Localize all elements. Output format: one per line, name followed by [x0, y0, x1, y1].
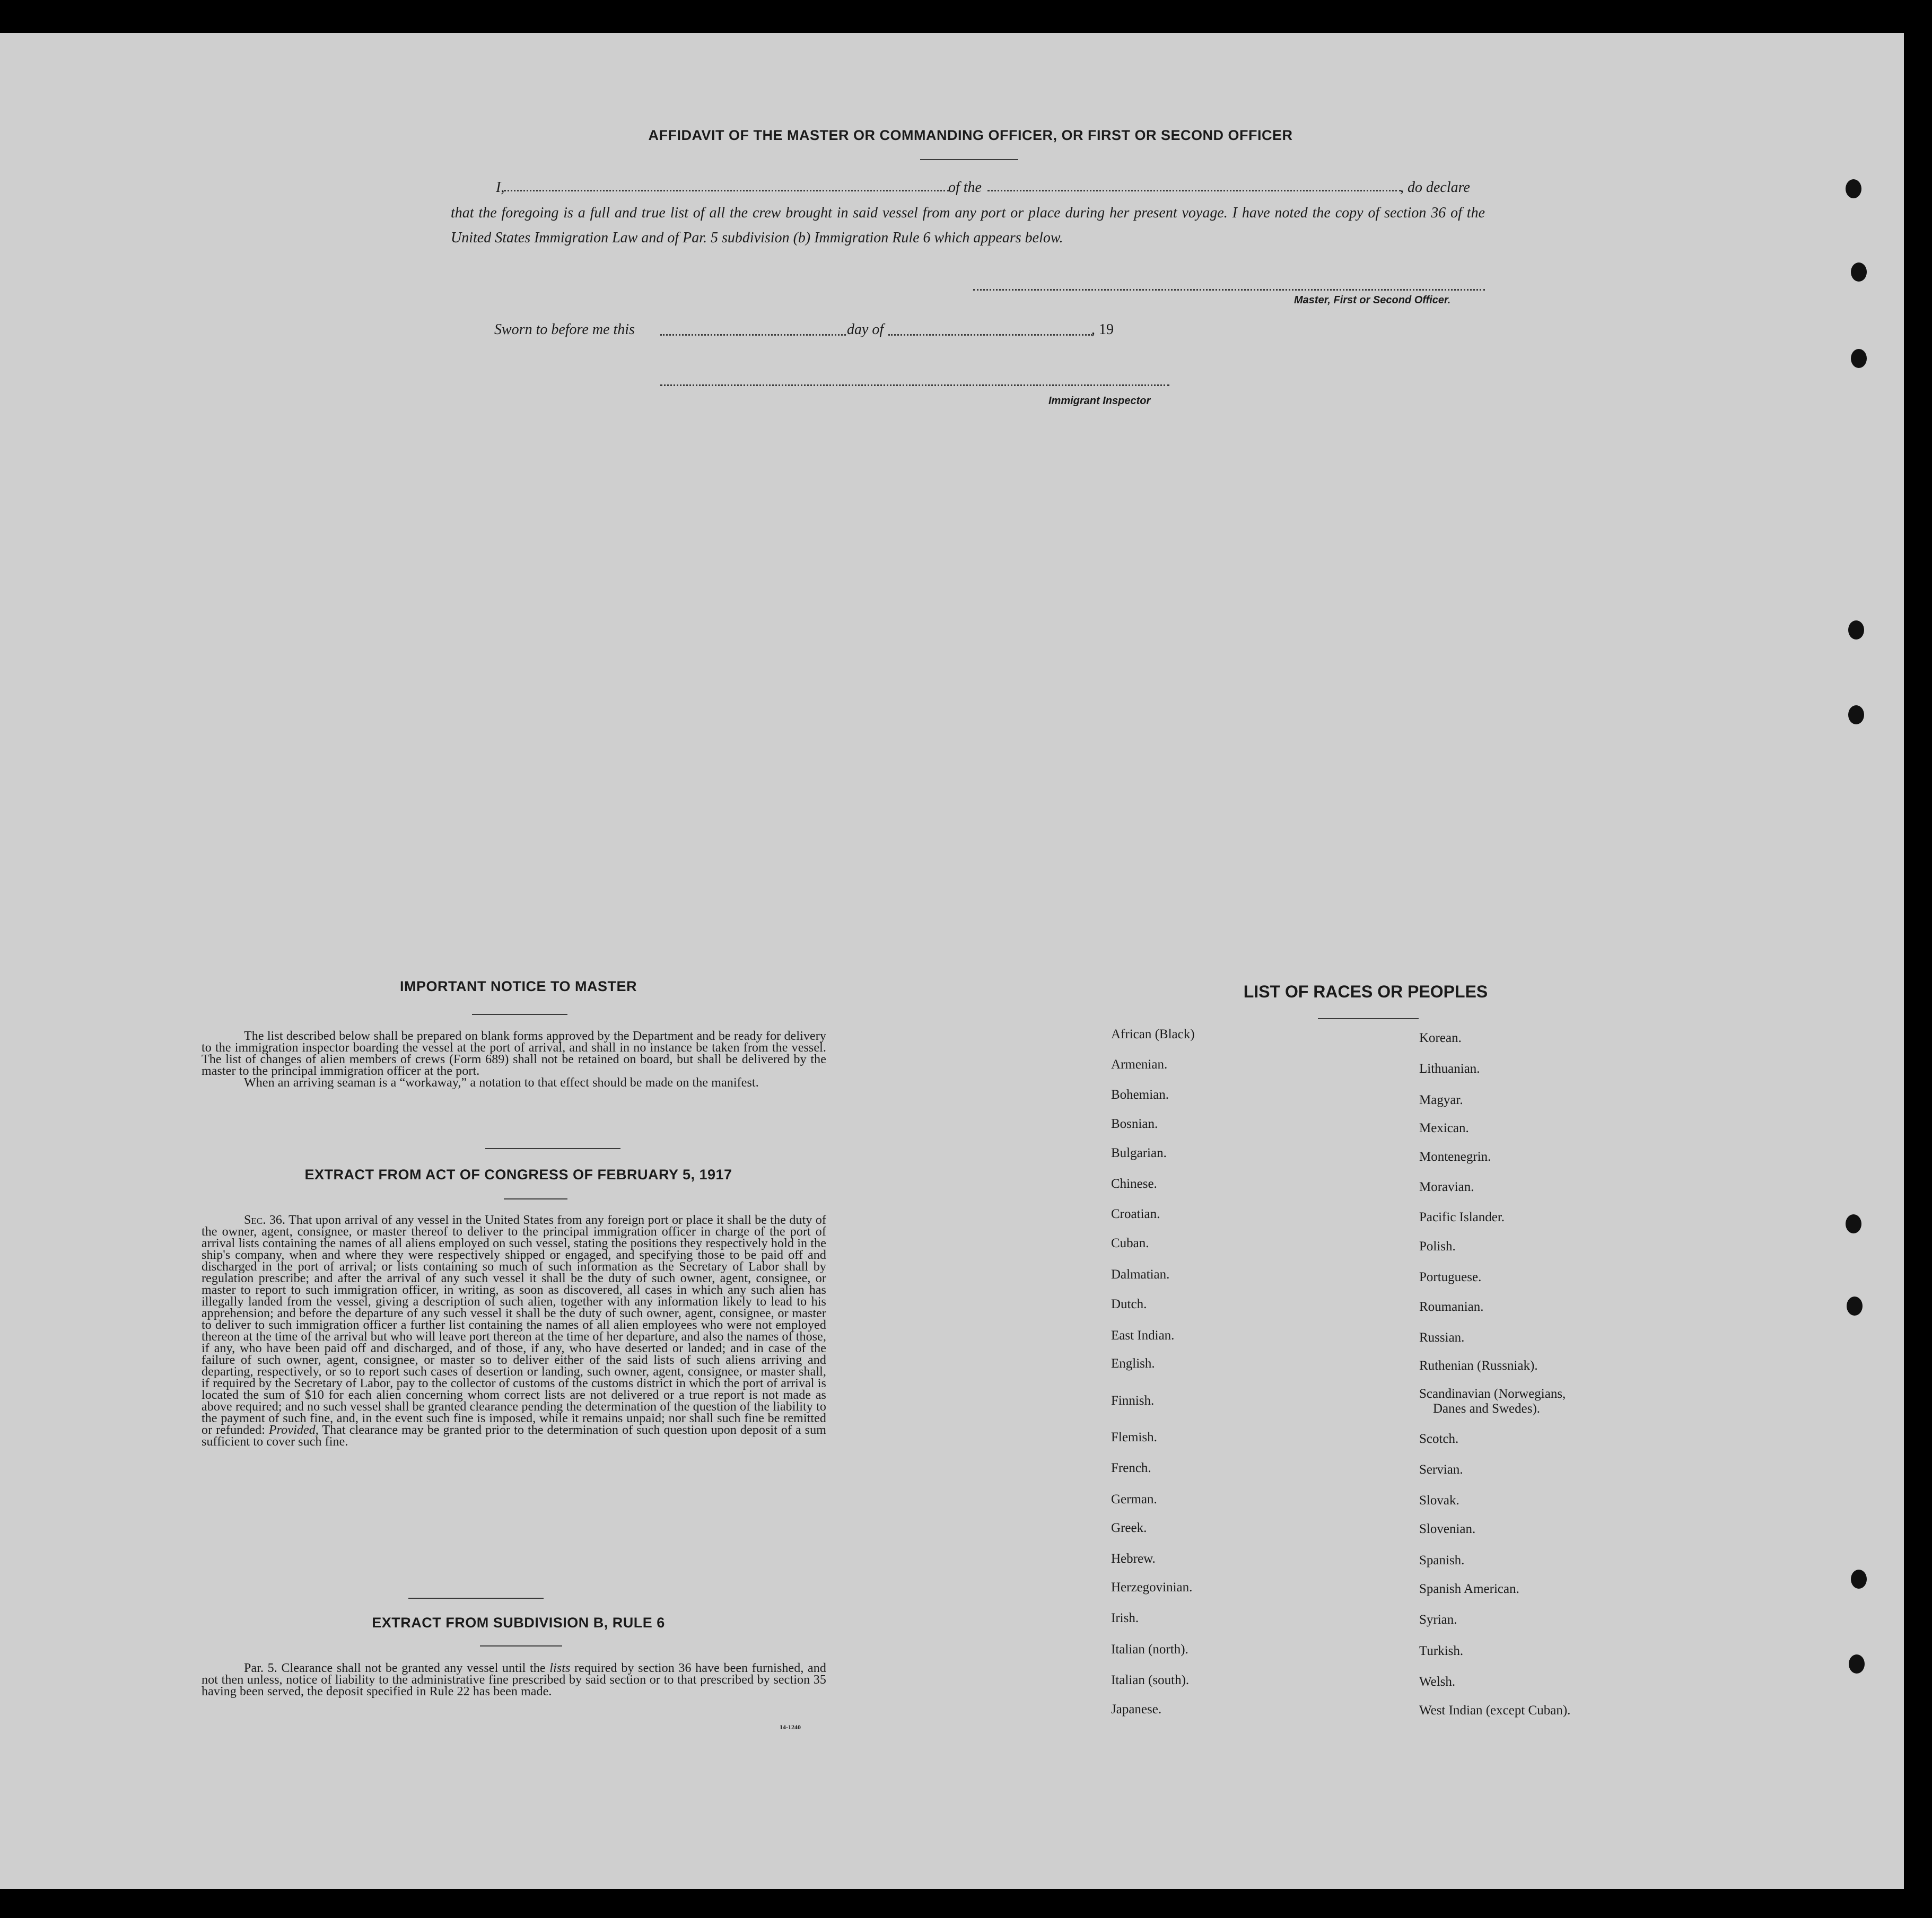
race-item: Welsh.	[1419, 1675, 1456, 1689]
race-item: African (Black)	[1111, 1027, 1195, 1041]
officer-signature-field[interactable]	[973, 289, 1485, 291]
race-item: Scotch.	[1419, 1432, 1459, 1446]
section-36-proviso: That clearance may be granted prior to the determination of such question upon deposit of a sum sufficient to cover such fine.	[202, 1423, 826, 1449]
race-item: Scandinavian (Norwegians,	[1419, 1387, 1566, 1401]
race-item: Lithuanian.	[1419, 1062, 1480, 1076]
race-item: East Indian.	[1111, 1328, 1175, 1343]
declarant-label: I,	[496, 179, 505, 196]
sworn-label: Sworn to before me this	[494, 321, 635, 338]
race-item: English.	[1111, 1356, 1155, 1371]
declarant-field[interactable]	[504, 190, 949, 191]
race-item: Italian (north).	[1111, 1642, 1188, 1657]
race-item: Spanish.	[1419, 1553, 1465, 1567]
race-item: West Indian (except Cuban).	[1419, 1703, 1571, 1718]
race-item: Japanese.	[1111, 1702, 1162, 1716]
sworn-day-field[interactable]	[660, 334, 846, 336]
race-item: Roumanian.	[1419, 1300, 1484, 1314]
extract-act-title: EXTRACT FROM ACT OF CONGRESS OF FEBRUARY 5, 1917	[304, 1167, 732, 1183]
race-item: Pacific Islander.	[1419, 1210, 1505, 1224]
day-of-label: day of	[847, 321, 884, 338]
binder-hole	[1851, 349, 1867, 368]
provided-keyword: Provided,	[268, 1423, 319, 1437]
race-item: Korean.	[1419, 1031, 1462, 1045]
affidavit-statement: that the foregoing is a full and true list of all the crew brought in said vessel from any port or place during her present voyage. I have noted the copy of section 36 of the United States Immigration Law and of Par. 5 subdivision (b) Immigration Rule 6 which appears below.	[451, 205, 1485, 246]
binder-hole	[1846, 1214, 1861, 1233]
extract-act-rule	[504, 1198, 567, 1199]
race-item: Bulgarian.	[1111, 1146, 1167, 1160]
divider	[485, 1148, 620, 1149]
extract-rule-title: EXTRACT FROM SUBDIVISION B, RULE 6	[372, 1615, 665, 1631]
race-item: Syrian.	[1419, 1613, 1457, 1627]
divider	[408, 1598, 544, 1599]
race-item: Ruthenian (Russniak).	[1419, 1359, 1538, 1373]
race-item: Bosnian.	[1111, 1117, 1158, 1131]
binder-hole	[1848, 705, 1864, 724]
lists-keyword: lists	[549, 1661, 571, 1675]
declare-label: , do declare	[1400, 179, 1470, 196]
extract-rule-rule	[480, 1645, 562, 1646]
race-item: Greek.	[1111, 1521, 1147, 1535]
race-item: Magyar.	[1419, 1093, 1463, 1107]
vessel-label: of the	[948, 179, 982, 196]
notice-paragraph-2: When an arriving seaman is a “workaway,” a notation to that effect should be made on the manifest.	[244, 1076, 759, 1090]
notice-rule	[472, 1014, 567, 1015]
title-rule	[920, 159, 1018, 160]
inspector-signature-field[interactable]	[660, 384, 1169, 386]
binder-hole	[1846, 179, 1861, 198]
race-item: Finnish.	[1111, 1394, 1155, 1408]
binder-hole	[1851, 262, 1867, 282]
year-label: , 19	[1091, 321, 1114, 338]
form-number: 14-1240	[780, 1723, 801, 1731]
extract-rule-body	[202, 1662, 826, 1697]
notice-title: IMPORTANT NOTICE TO MASTER	[400, 978, 637, 994]
race-item: Herzegovinian.	[1111, 1580, 1193, 1595]
paragraph-label: Par. 5.	[244, 1661, 277, 1675]
race-item: Servian.	[1419, 1462, 1463, 1477]
race-item: Danes and Swedes).	[1433, 1402, 1541, 1416]
race-item: Dutch.	[1111, 1297, 1147, 1311]
race-item: Portuguese.	[1419, 1270, 1482, 1284]
vessel-field[interactable]	[987, 190, 1401, 191]
document-page	[0, 33, 1904, 1889]
race-item: Spanish American.	[1419, 1582, 1519, 1596]
race-item: Hebrew.	[1111, 1552, 1156, 1566]
binder-hole	[1849, 1654, 1865, 1674]
affidavit-title: AFFIDAVIT OF THE MASTER OR COMMANDING OFFICER, OR FIRST OR SECOND OFFICER	[648, 127, 1293, 143]
race-item: Russian.	[1419, 1330, 1465, 1345]
race-item: Slovak.	[1419, 1493, 1459, 1508]
binder-hole	[1848, 620, 1864, 640]
race-item: Italian (south).	[1111, 1673, 1190, 1687]
race-item: Chinese.	[1111, 1177, 1157, 1191]
race-item: Moravian.	[1419, 1180, 1474, 1194]
sworn-month-field[interactable]	[888, 334, 1092, 336]
notice-paragraph-1: The list described below shall be prepared on blank forms approved by the Department and be ready for delivery to the immigration inspector boarding the vessel at the port of arrival, and shall in no instance be taken from the vessel. The list of changes of alien members of crews (Form 689) shall not be retained on board, but shall be delivered by the master to the principal immigration officer at the port.	[202, 1029, 826, 1078]
race-item: Mexican.	[1419, 1121, 1469, 1135]
race-item: Cuban.	[1111, 1236, 1149, 1250]
race-item: Bohemian.	[1111, 1088, 1169, 1102]
rule-text-b: required by section 36 have been furnished, and not then unless, notice of liability to the administrative fine prescribed by said section or to that prescribed by section 35 having been served, the deposit specified in Rule 22 has been made.	[202, 1661, 826, 1698]
race-item: Flemish.	[1111, 1430, 1157, 1444]
section-label: Sec. 36.	[244, 1213, 286, 1227]
officer-signature-label: Master, First or Second Officer.	[1294, 294, 1451, 306]
races-rule	[1318, 1018, 1419, 1019]
race-item: Montenegrin.	[1419, 1150, 1491, 1164]
race-item: Armenian.	[1111, 1057, 1168, 1072]
race-item: Irish.	[1111, 1611, 1139, 1625]
section-36-text: That upon arrival of any vessel in the United States from any foreign port or place it shall be the duty of the owner, agent, consignee, or master thereof to deliver to the principal immigration officer in charge of the port of arrival lists containing the names of all aliens employed on such vessel, stating the positions they respectively hold in the ship's company, when and where they were respectively shipped or engaged, and specifying those to be paid off and discharged in the port of arrival; or lists containing so much of such information as the Secretary of Labor shall by regulation prescribe; and after the arrival of any such vessel it shall be the duty of such owner, agent, consignee, or master to report to such immigration officer, in writing, as soon as discovered, all cases in which any such alien has illegally landed from the vessel, giving a description of such alien, together with any information likely to lead to his apprehension; and before the departure of any such vessel it shall be the duty of such owner, agent, consignee, or master to deliver to such immigration officer a further list containing the names of all alien employees who were not employed thereon at the time of the arrival but who will leave port thereon at the time of her departure, and also the names of those, if any, who have been paid off and discharged, and of those, if any, who have deserted or landed; and in case of the failure of such owner, agent, consignee, or master so to deliver either of the said lists of such aliens arriving and departing, respectively, or so to report such cases of desertion or landing, such owner, agent, consignee, or master shall, if required by the Secretary of Labor, pay to the collector of customs of the customs district in which the port of arrival is located the sum of $10 for each alien concerning whom correct lists are not delivered or a true report is not made as above required; and no such vessel shall be granted clearance pending the determination of the question of the liability to the payment of such fine, and, in the event such fine is imposed, while it remains unpaid; nor shall such fine be remitted or refunded:	[202, 1213, 827, 1437]
race-item: Polish.	[1419, 1239, 1456, 1254]
race-item: French.	[1111, 1461, 1151, 1475]
binder-hole	[1847, 1297, 1863, 1316]
notice-body	[202, 1030, 826, 1089]
race-item: Dalmatian.	[1111, 1267, 1170, 1282]
extract-act-body	[202, 1214, 826, 1448]
inspector-signature-label: Immigrant Inspector	[1048, 395, 1151, 407]
races-title: LIST OF RACES OR PEOPLES	[1243, 982, 1488, 1001]
rule-text-a: Clearance shall not be granted any vessel until the	[281, 1661, 546, 1675]
binder-hole	[1851, 1570, 1867, 1589]
race-item: Croatian.	[1111, 1207, 1160, 1221]
race-item: Turkish.	[1419, 1644, 1464, 1658]
race-item: Slovenian.	[1419, 1522, 1476, 1536]
race-item: German.	[1111, 1492, 1157, 1507]
